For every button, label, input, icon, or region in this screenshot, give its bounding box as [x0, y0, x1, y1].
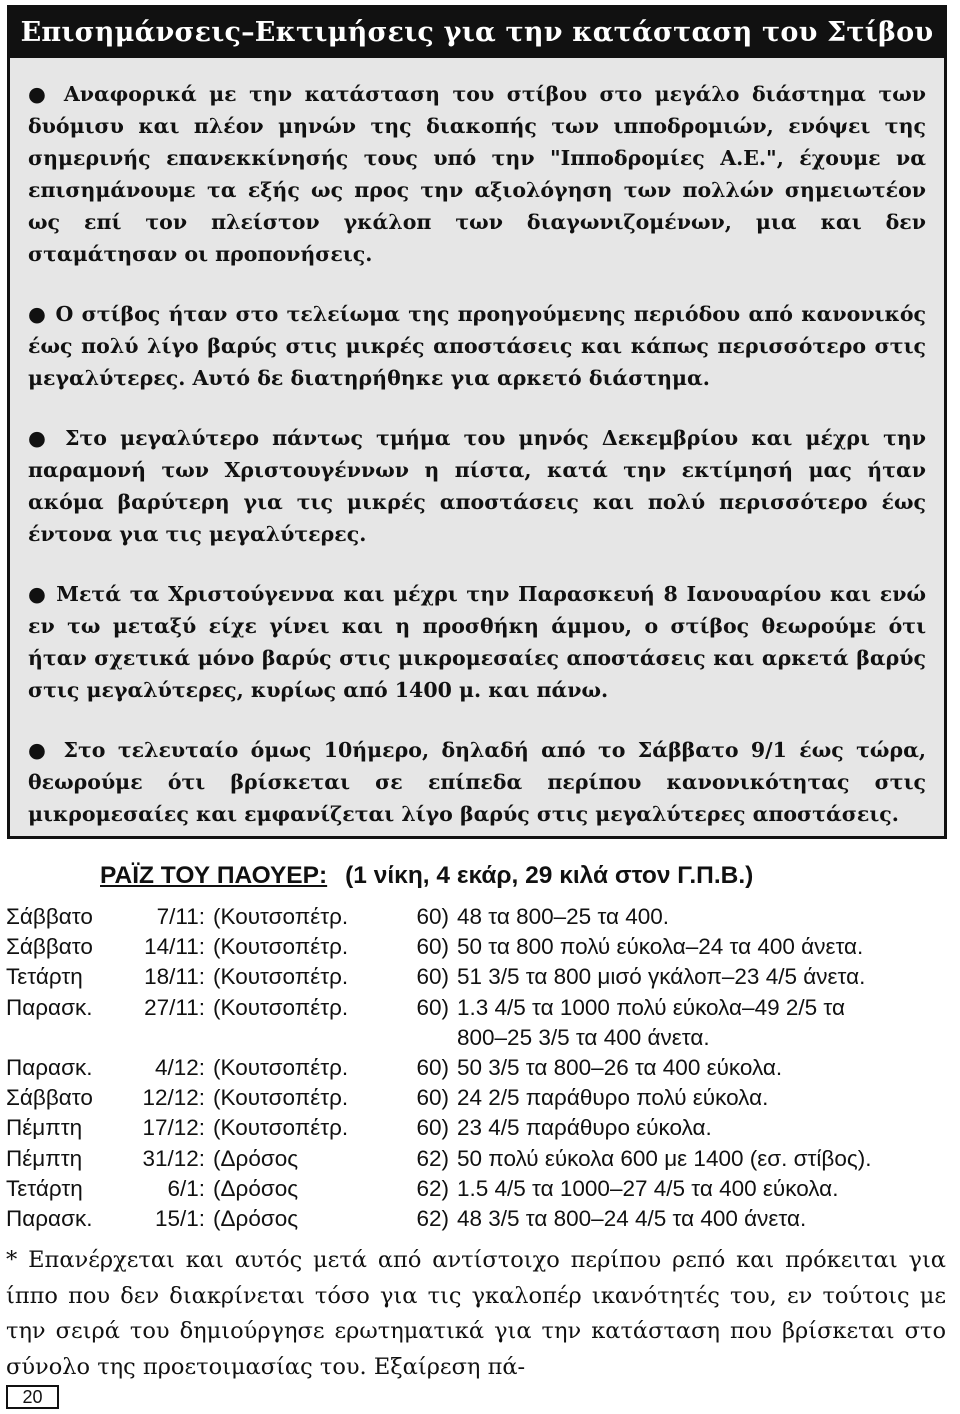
workout-row: [6, 1174, 956, 1204]
bullet-icon: ●: [28, 426, 52, 450]
workout-details: 50 πολύ εύκολα 600 με 1400 (εσ. στίβος).: [457, 1145, 872, 1171]
workout-rider: (Κουτσοπέτρ.: [213, 904, 349, 929]
workout-day: Σάββατο: [6, 934, 93, 960]
horse-heading: [100, 862, 940, 890]
bullet-icon: ●: [28, 738, 52, 762]
workout-row: [6, 1083, 956, 1113]
workout-date: 15/1:: [154, 1206, 205, 1232]
workout-date: 17/12:: [142, 1115, 205, 1141]
workout-day: Σάββατο: [6, 1085, 93, 1111]
workout-row: [6, 1053, 956, 1083]
workout-date: 7/11:: [156, 904, 205, 929]
workout-day: Παρασκ.: [6, 1206, 93, 1232]
notice-paragraph-text: Ο στίβος ήταν στο τελείωμα της προηγούμενης περιόδου από κανονικός έως πολύ λίγο βαρύς στις μικρές αποστάσεις και κάπως περισσότερο στις μεγαλύτερες. Αυτό δε διατηρήθηκε για αρκετό διάστημα.: [28, 302, 926, 390]
workout-rider: (Κουτσοπέτρ.: [213, 1055, 349, 1081]
bullet-icon: ●: [28, 82, 52, 106]
workout-date: 4/12:: [154, 1055, 205, 1081]
workout-day: Τετάρτη: [6, 964, 83, 990]
workout-weight: 60): [416, 934, 449, 960]
workout-weight: 60): [416, 904, 449, 929]
workout-row: [6, 1204, 956, 1234]
workout-weight: 60): [416, 1115, 449, 1141]
workout-date: 18/11:: [144, 964, 205, 990]
workout-row: [6, 962, 956, 992]
workout-details: 1.3 4/5 τα 1000 πολύ εύκολα–49 2/5 τα: [457, 994, 845, 1020]
workout-date: 31/12:: [142, 1145, 205, 1171]
workout-day: Τετάρτη: [6, 1175, 83, 1201]
workout-rider: [205, 1023, 399, 1053]
footnote: * Επανέρχεται και αυτός μετά από αντίστοιχο περίπου ρεπό και πρόκειται για ίππο που δεν διακρίνεται τόσο για τις γκαλοπέρ ικανότητές του, εν τούτοις με την σειρά του δημιούργησε ερωτηματικά για την κατάσταση που βρίσκεται στο σύνολο της προετοιμασίας του. Εξαίρεση πά-: [6, 1247, 946, 1380]
horse-name: ΡΑΪΖ ΤΟΥ ΠΑΟΥΕΡ:: [100, 862, 328, 889]
workout-day: Πέμπτη: [6, 1145, 83, 1171]
workout-rider: (Κουτσοπέτρ.: [213, 964, 349, 990]
workout-date: 12/12:: [142, 1085, 205, 1111]
workout-date: [123, 1023, 205, 1053]
workout-details: 48 3/5 τα 800–24 4/5 τα 400 άνετα.: [457, 1206, 807, 1232]
workout-weight: 60): [416, 1085, 449, 1111]
workout-row: [6, 1144, 956, 1174]
workout-details: 48 τα 800–25 τα 400.: [457, 904, 670, 929]
workout-weight: [399, 1023, 449, 1053]
workout-row: [6, 932, 956, 962]
workout-details: 800–25 3/5 τα 400 άνετα.: [457, 1024, 710, 1050]
notice-paragraph-text: Στο τελευταίο όμως 10ήμερο, δηλαδή από το Σάββατο 9/1 έως τώρα, θεωρούμε ότι βρίσκεται σε επίπεδα περίπου κανονικότητας στις μικρομεσαίες και εμφανίζεται λίγο βαρύς στις μεγαλύτερες αποστάσεις.: [28, 738, 926, 826]
workout-details: 50 τα 800 πολύ εύκολα–24 τα 400 άνετα.: [457, 934, 864, 960]
workout-row-continuation: [6, 1023, 956, 1053]
workout-date: 14/11:: [144, 934, 205, 960]
notice-paragraph-text: Αναφορικά με την κατάσταση του στίβου στο μεγάλο διάστημα των δυόμισυ και πλέον μηνών της διακοπής των ιπποδρομιών, ενόψει της σημερινής επανεκκίνησής τους υπό την "Ιπποδρομίες Α.Ε.", έχουμε να επισημάνουμε τα εξής ως προς την αξιολόγηση των πολλών σημειωτέον ως επί τον πλείστον γκάλοπ των διαγωνιζομένων, μια και δεν σταμάτησαν οι προπονήσεις.: [28, 82, 927, 266]
notice-title: Επισημάνσεις–Εκτιμήσεις για την κατάσταση του Στίβου: [10, 8, 944, 58]
page-number: 20: [6, 1385, 59, 1409]
notice-paragraph: [28, 422, 926, 550]
notice-paragraph: [28, 734, 926, 830]
workout-weight: 60): [416, 994, 449, 1020]
bullet-icon: ●: [28, 302, 48, 326]
workout-date: 6/1:: [167, 1175, 205, 1201]
track-condition-notice: [7, 5, 947, 839]
notice-body: [10, 58, 944, 830]
workout-day: Παρασκ.: [6, 1055, 93, 1081]
workout-row: [6, 1113, 956, 1143]
workout-weight: 60): [416, 964, 449, 990]
workout-rider: (Κουτσοπέτρ.: [213, 934, 349, 960]
workout-details: 50 3/5 τα 800–26 τα 400 εύκολα.: [457, 1055, 783, 1081]
workout-date: 27/11:: [144, 994, 205, 1020]
notice-paragraph: [28, 298, 926, 394]
workout-rider: (Κουτσοπέτρ.: [213, 994, 349, 1020]
workout-rider: (Κουτσοπέτρ.: [213, 1085, 349, 1111]
workout-details: 23 4/5 παράθυρο εύκολα.: [457, 1115, 712, 1141]
notice-paragraph: [28, 578, 926, 706]
notice-paragraph-text: Στο μεγαλύτερο πάντως τμήμα του μηνός Δεκεμβρίου και μέχρι την παραμονή των Χριστουγέννων η πίστα, κατά την εκτίμησή μας ήταν ακόμα βαρύτερη για τις μικρές αποστάσεις και πολύ περισσότερο έως έντονα για τις μεγαλύτερες.: [28, 426, 926, 546]
notice-paragraph: [28, 78, 926, 270]
workout-day: Παρασκ.: [6, 994, 93, 1020]
workout-details: 51 3/5 τα 800 μισό γκάλοπ–23 4/5 άνετα.: [457, 964, 866, 990]
workout-list: [6, 902, 956, 1234]
workout-details: 24 2/5 παράθυρο πολύ εύκολα.: [457, 1085, 769, 1111]
workout-rider: (Δρόσος: [213, 1145, 299, 1171]
workout-weight: 60): [416, 1055, 449, 1081]
workout-day: Σάββατο: [6, 904, 93, 929]
workout-day: Πέμπτη: [6, 1115, 83, 1141]
workout-rider: (Δρόσος: [213, 1175, 299, 1201]
workout-row: [6, 993, 956, 1023]
horse-record: (1 νίκη, 4 εκάρ, 29 κιλά στον Γ.Π.Β.): [345, 862, 754, 889]
workout-rider: (Κουτσοπέτρ.: [213, 1115, 349, 1141]
bullet-icon: ●: [28, 582, 48, 606]
workout-weight: 62): [416, 1175, 449, 1201]
workout-details: 1.5 4/5 τα 1000–27 4/5 τα 400 εύκολα.: [457, 1175, 839, 1201]
workout-row: [6, 902, 956, 932]
notice-paragraph-text: Μετά τα Χριστούγεννα και μέχρι την Παρασκευή 8 Ιανουαρίου και ενώ εν τω μεταξύ είχε γίνει και η προσθήκη άμμου, ο στίβος θεωρούμε ότι ήταν σχετικά μόνο βαρύς στις μικρομεσαίες αποστάσεις και αρκετά βαρύς στις μεγαλύτερες, κυρίως από 1400 μ. και πάνω.: [28, 582, 927, 702]
workout-weight: 62): [416, 1145, 449, 1171]
workout-weight: 62): [416, 1206, 449, 1232]
workout-day: [6, 1023, 123, 1053]
workout-rider: (Δρόσος: [213, 1206, 299, 1232]
